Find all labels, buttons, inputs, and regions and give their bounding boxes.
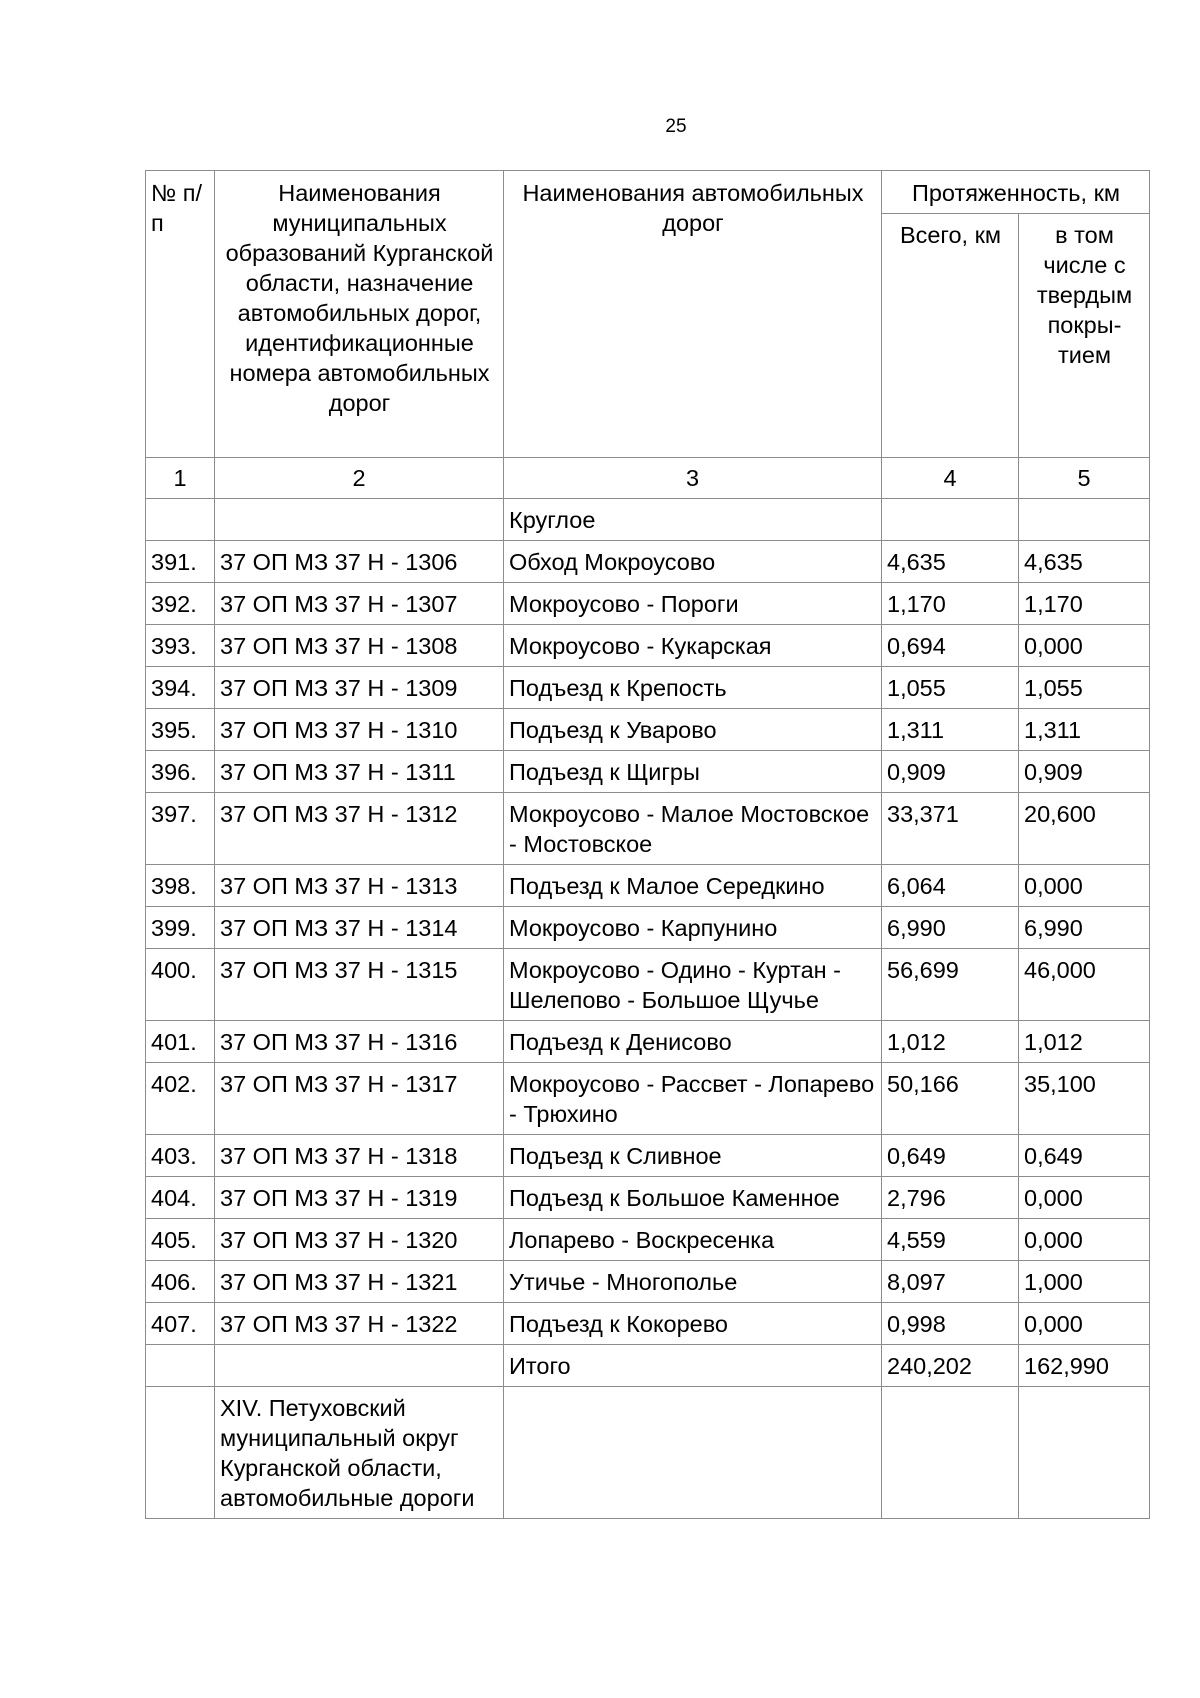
road-total-km: 0,998	[882, 1303, 1019, 1345]
road-identifier: 37 ОП МЗ 37 Н - 1309	[215, 667, 504, 709]
header-paved-km: в том числе с твердым покры-тием	[1019, 214, 1150, 458]
table-row	[146, 541, 1150, 583]
road-total-km: 0,909	[882, 751, 1019, 793]
road-total-km: 2,796	[882, 1177, 1019, 1219]
road-identifier: 37 ОП МЗ 37 Н - 1317	[215, 1063, 504, 1135]
road-total-km: 4,559	[882, 1219, 1019, 1261]
road-name: Подъезд к Малое Середкино	[504, 865, 882, 907]
header-road-name: Наименования автомобильных дорог	[504, 171, 882, 458]
empty-cell	[146, 1387, 215, 1519]
road-name: Мокроусово - Пороги	[504, 583, 882, 625]
road-name: Подъезд к Уварово	[504, 709, 882, 751]
section-continuation-row	[146, 499, 1150, 541]
table-header-row	[146, 171, 1150, 214]
road-paved-km: 1,311	[1019, 709, 1150, 751]
empty-cell	[1019, 499, 1150, 541]
table-row	[146, 907, 1150, 949]
empty-cell	[882, 499, 1019, 541]
road-identifier: 37 ОП МЗ 37 Н - 1318	[215, 1135, 504, 1177]
road-total-km: 1,170	[882, 583, 1019, 625]
column-number: 3	[504, 458, 882, 499]
road-name: Мокроусово - Кукарская	[504, 625, 882, 667]
road-identifier: 37 ОП МЗ 37 Н - 1310	[215, 709, 504, 751]
road-paved-km: 0,909	[1019, 751, 1150, 793]
road-identifier: 37 ОП МЗ 37 Н - 1320	[215, 1219, 504, 1261]
road-total-km: 0,649	[882, 1135, 1019, 1177]
road-name: Мокроусово - Малое Мостовское - Мостовское	[504, 793, 882, 865]
table-row	[146, 1261, 1150, 1303]
row-number: 391.	[146, 541, 215, 583]
road-identifier: 37 ОП МЗ 37 Н - 1313	[215, 865, 504, 907]
roads-table	[145, 170, 1150, 1519]
header-length-group: Протяженность, км	[882, 171, 1150, 214]
road-paved-km: 4,635	[1019, 541, 1150, 583]
next-section-title: XIV. Петуховский муниципальный округ Курганской области, автомобильные дороги	[215, 1387, 504, 1519]
road-identifier: 37 ОП МЗ 37 Н - 1306	[215, 541, 504, 583]
table-row	[146, 1303, 1150, 1345]
road-paved-km: 1,000	[1019, 1261, 1150, 1303]
table-row	[146, 1063, 1150, 1135]
road-paved-km: 0,000	[1019, 1219, 1150, 1261]
road-paved-km: 0,000	[1019, 1303, 1150, 1345]
empty-cell	[1019, 1387, 1150, 1519]
header-municipality: Наименования муниципальных образований Курганской области, назначение автомобильных дорог, идентификационные номера автомобильных дорог	[215, 171, 504, 458]
road-name: Подъезд к Денисово	[504, 1021, 882, 1063]
road-identifier: 37 ОП МЗ 37 Н - 1322	[215, 1303, 504, 1345]
header-number: № п/п	[146, 171, 215, 458]
row-number: 399.	[146, 907, 215, 949]
column-number: 5	[1019, 458, 1150, 499]
road-paved-km: 0,000	[1019, 625, 1150, 667]
empty-cell	[146, 499, 215, 541]
road-name: Обход Мокроусово	[504, 541, 882, 583]
next-section-row	[146, 1387, 1150, 1519]
road-paved-km: 20,600	[1019, 793, 1150, 865]
road-name: Лопарево - Воскресенка	[504, 1219, 882, 1261]
road-paved-km: 1,170	[1019, 583, 1150, 625]
row-number: 405.	[146, 1219, 215, 1261]
road-paved-km: 0,649	[1019, 1135, 1150, 1177]
table-row	[146, 1177, 1150, 1219]
table-row	[146, 751, 1150, 793]
row-number: 407.	[146, 1303, 215, 1345]
road-identifier: 37 ОП МЗ 37 Н - 1319	[215, 1177, 504, 1219]
road-total-km: 50,166	[882, 1063, 1019, 1135]
row-number: 396.	[146, 751, 215, 793]
table-row	[146, 709, 1150, 751]
road-total-km: 4,635	[882, 541, 1019, 583]
road-paved-km: 46,000	[1019, 949, 1150, 1021]
column-number-row	[146, 458, 1150, 499]
table-row	[146, 1021, 1150, 1063]
road-paved-km: 35,100	[1019, 1063, 1150, 1135]
table-row	[146, 865, 1150, 907]
road-total-km: 6,064	[882, 865, 1019, 907]
header-total-km: Всего, км	[882, 214, 1019, 458]
section-continuation: Круглое	[504, 499, 882, 541]
road-paved-km: 0,000	[1019, 1177, 1150, 1219]
road-identifier: 37 ОП МЗ 37 Н - 1314	[215, 907, 504, 949]
row-number: 395.	[146, 709, 215, 751]
table-row	[146, 583, 1150, 625]
row-number: 398.	[146, 865, 215, 907]
row-number: 394.	[146, 667, 215, 709]
road-paved-km: 0,000	[1019, 865, 1150, 907]
total-paved-km: 162,990	[1019, 1345, 1150, 1387]
table-row	[146, 667, 1150, 709]
road-total-km: 8,097	[882, 1261, 1019, 1303]
road-total-km: 33,371	[882, 793, 1019, 865]
road-paved-km: 1,012	[1019, 1021, 1150, 1063]
road-identifier: 37 ОП МЗ 37 Н - 1308	[215, 625, 504, 667]
total-row	[146, 1345, 1150, 1387]
empty-cell	[504, 1387, 882, 1519]
road-identifier: 37 ОП МЗ 37 Н - 1321	[215, 1261, 504, 1303]
row-number: 401.	[146, 1021, 215, 1063]
table-row	[146, 793, 1150, 865]
row-number: 403.	[146, 1135, 215, 1177]
row-number: 393.	[146, 625, 215, 667]
road-total-km: 6,990	[882, 907, 1019, 949]
page-number: 25	[665, 116, 687, 137]
road-total-km: 56,699	[882, 949, 1019, 1021]
row-number: 406.	[146, 1261, 215, 1303]
empty-cell	[146, 1345, 215, 1387]
road-name: Подъезд к Большое Каменное	[504, 1177, 882, 1219]
table-row	[146, 949, 1150, 1021]
column-number: 1	[146, 458, 215, 499]
road-name: Утичье - Многополье	[504, 1261, 882, 1303]
road-paved-km: 1,055	[1019, 667, 1150, 709]
road-identifier: 37 ОП МЗ 37 Н - 1311	[215, 751, 504, 793]
road-paved-km: 6,990	[1019, 907, 1150, 949]
road-name: Подъезд к Щигры	[504, 751, 882, 793]
total-label: Итого	[504, 1345, 882, 1387]
total-km: 240,202	[882, 1345, 1019, 1387]
road-identifier: 37 ОП МЗ 37 Н - 1315	[215, 949, 504, 1021]
column-number: 2	[215, 458, 504, 499]
road-name: Подъезд к Сливное	[504, 1135, 882, 1177]
road-identifier: 37 ОП МЗ 37 Н - 1307	[215, 583, 504, 625]
empty-cell	[882, 1387, 1019, 1519]
road-total-km: 1,311	[882, 709, 1019, 751]
road-identifier: 37 ОП МЗ 37 Н - 1312	[215, 793, 504, 865]
row-number: 397.	[146, 793, 215, 865]
road-total-km: 1,012	[882, 1021, 1019, 1063]
row-number: 400.	[146, 949, 215, 1021]
road-name: Мокроусово - Карпунино	[504, 907, 882, 949]
road-name: Подъезд к Крепость	[504, 667, 882, 709]
table-row	[146, 1219, 1150, 1261]
road-total-km: 0,694	[882, 625, 1019, 667]
column-number: 4	[882, 458, 1019, 499]
empty-cell	[215, 1345, 504, 1387]
row-number: 404.	[146, 1177, 215, 1219]
road-name: Мокроусово - Рассвет - Лопарево - Трюхино	[504, 1063, 882, 1135]
road-total-km: 1,055	[882, 667, 1019, 709]
empty-cell	[215, 499, 504, 541]
row-number: 402.	[146, 1063, 215, 1135]
table-row	[146, 625, 1150, 667]
row-number: 392.	[146, 583, 215, 625]
road-name: Подъезд к Кокорево	[504, 1303, 882, 1345]
table-row	[146, 1135, 1150, 1177]
road-identifier: 37 ОП МЗ 37 Н - 1316	[215, 1021, 504, 1063]
road-name: Мокроусово - Одино - Куртан - Шелепово - Большое Щучье	[504, 949, 882, 1021]
